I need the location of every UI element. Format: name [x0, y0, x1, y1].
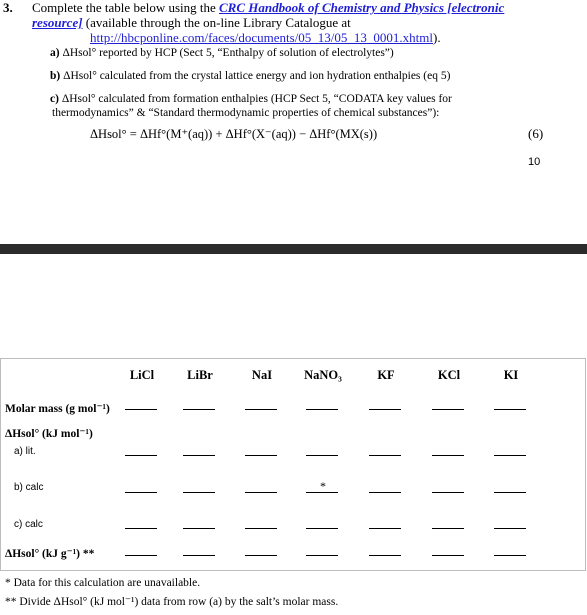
col-header-ki: KI [503, 368, 519, 382]
equation-number: (6) [528, 126, 544, 141]
answer-blank[interactable] [369, 528, 401, 529]
col-header-nai: NaI [251, 368, 273, 382]
row-label-dh-sol-g [5, 546, 94, 560]
crc-handbook-link-cont[interactable]: resource] [32, 15, 83, 30]
answer-blank[interactable] [306, 555, 338, 556]
question-line-3 [90, 30, 441, 46]
answer-blank[interactable] [306, 528, 338, 529]
answer-blank[interactable] [125, 492, 157, 493]
answer-blank[interactable] [183, 492, 215, 493]
row-label-dh-sol-g-text: ΔHsol° (kJ g⁻¹) ** [5, 548, 95, 560]
answer-blank[interactable] [494, 409, 526, 410]
crc-handbook-link[interactable]: CRC Handbook of Chemistry and Physics [electronic [219, 0, 505, 15]
answer-blank[interactable] [494, 492, 526, 493]
answer-blank[interactable] [432, 455, 464, 456]
answer-blank[interactable] [183, 455, 215, 456]
answer-blank[interactable] [245, 455, 277, 456]
data-table-frame [0, 358, 586, 571]
row-label-sub-c: c) calc [14, 519, 43, 530]
answer-blank[interactable] [369, 455, 401, 456]
answer-blank[interactable] [432, 555, 464, 556]
col-header-kf: KF [377, 368, 395, 382]
row-label-molar-mass [5, 401, 110, 415]
item-c-text: ΔHsol° calculated from formation enthalpies (HCP Sect 5, “CODATA key values for [61, 93, 452, 105]
item-b-label: b) [50, 70, 61, 82]
question-number: 3. [3, 0, 13, 15]
answer-blank[interactable] [494, 528, 526, 529]
answer-blank[interactable] [183, 555, 215, 556]
url-tail: ). [433, 30, 441, 45]
row-label-sub-a: a) lit. [14, 446, 36, 457]
answer-blank[interactable] [183, 528, 215, 529]
item-c-label: c) [50, 93, 59, 105]
hbcp-url-link[interactable]: http://hbcponline.com/faces/documents/05_13/05_13_0001.xhtml [90, 30, 434, 45]
answer-blank[interactable] [125, 409, 157, 410]
footnote-double-star: ** Divide ΔHsol° (kJ mol⁻¹) data from row (a) by the salt’s molar mass. [5, 596, 339, 608]
answer-blank[interactable] [369, 492, 401, 493]
page-divider [0, 244, 587, 254]
answer-blank[interactable] [432, 409, 464, 410]
marks-value: 10 [528, 156, 541, 168]
answer-blank[interactable] [494, 555, 526, 556]
answer-blank[interactable] [306, 409, 338, 410]
answer-blank[interactable] [245, 492, 277, 493]
answer-blank[interactable] [245, 528, 277, 529]
item-a-text: ΔHsol° reported by HCP (Sect 5, “Enthalpy of solution of electrolytes”) [62, 47, 394, 59]
answer-blank[interactable] [369, 409, 401, 410]
row-label-dh-sol [5, 426, 93, 440]
availability-text: (available through the on-line Library Catalogue at [85, 15, 351, 30]
answer-blank[interactable] [245, 409, 277, 410]
answer-blank[interactable] [125, 455, 157, 456]
item-c-cont [52, 107, 439, 119]
question-line-2 [32, 15, 351, 31]
answer-blank[interactable] [245, 555, 277, 556]
col-header-libr: LiBr [187, 368, 213, 382]
row-label-sub-b: b) calc [14, 482, 44, 493]
footnote-star: * Data for this calculation are unavailable. [5, 577, 201, 589]
question-intro-text: Complete the table below using the [32, 0, 216, 15]
col-header-licl: LiCl [129, 368, 155, 382]
item-c-cont-text: thermodynamics” & “Standard thermodynamic properties of chemical substances”): [52, 107, 440, 119]
question-intro [32, 0, 504, 15]
row-label-molar-mass-text: Molar mass (g mol⁻¹) [5, 403, 110, 415]
col-header-nano3: NaNO₃ [304, 368, 342, 382]
answer-blank[interactable] [369, 555, 401, 556]
answer-blank[interactable] [432, 528, 464, 529]
item-a [50, 47, 394, 59]
answer-blank[interactable] [306, 455, 338, 456]
answer-blank[interactable] [183, 409, 215, 410]
answer-blank[interactable] [125, 528, 157, 529]
item-a-label: a) [50, 47, 60, 59]
item-b-text: ΔHsol° calculated from the crystal lattice energy and ion hydration enthalpies (eq 5) [63, 70, 451, 82]
unavailable-marker: * [320, 479, 326, 493]
equation-6: ΔHsol° = ΔHf°(M⁺(aq)) + ΔHf°(X⁻(aq)) − ΔHf°(MX(s)) [90, 127, 378, 141]
answer-blank[interactable] [432, 492, 464, 493]
item-c [50, 93, 452, 105]
answer-blank[interactable] [125, 555, 157, 556]
item-b [50, 70, 450, 82]
row-label-dh-sol-text: ΔHsol° (kJ mol⁻¹) [5, 428, 93, 440]
col-header-kcl: KCl [437, 368, 461, 382]
answer-blank[interactable] [494, 455, 526, 456]
